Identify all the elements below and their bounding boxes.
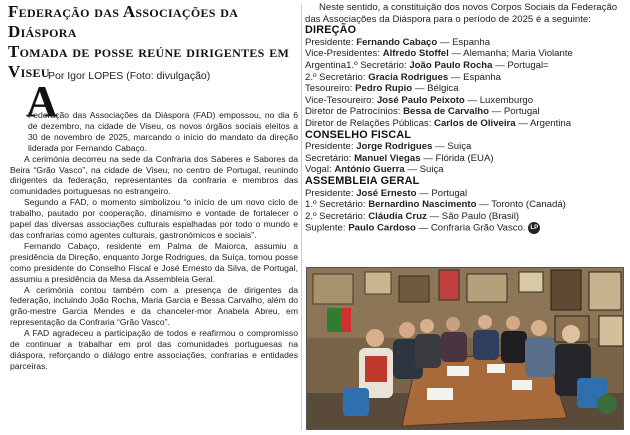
board-line: 1.º Secretário: Bernardino Nascimento — Toronto (Canadá) [305,199,566,211]
board-line: Vice-Presidentes: Alfredo Stoffel — Alemanha; Maria Violante [305,48,573,60]
group-photo [306,267,624,430]
headline-line-1: Federação das Associações da Diáspora [8,2,239,41]
section-title-conselho-fiscal: CONSELHO FISCAL [305,128,412,141]
board-line: Presidente: Jorge Rodrigues — Suiça [305,141,472,153]
board-line: Argentina1.º Secretário: João Paulo Rocha — Portugal= [305,59,549,71]
board-line: 2.º Secretário: Gracia Rodrigues — Espanha [305,71,502,83]
board-line: Presidente: Fernando Cabaço — Espanha [305,36,491,48]
board-list [305,2,623,234]
end-mark-icon: LP [528,222,540,234]
section-title-assembleia-geral: ASSEMBLEIA GERAL [305,174,420,187]
column-divider [301,4,302,430]
board-line: 2.º Secretário: Cláudia Cruz — São Paulo (Brasil) [305,210,520,222]
drop-cap: A [26,77,58,126]
board-line: Diretor de Patrocínios: Bessa de Carvalho — Portugal [305,106,540,118]
article-paragraph-5: A cerimónia contou também com a presença de dirigentes da federação, incluindo João Rocha, Maria Garcia e Bessa Carvalho, além do grão-mestre Garcia Mendes e da chanceler-mor Anabela Abreu, em representação da Confraria “Grão Vasco”. [10,284,298,328]
article-paragraph-2: A cerimónia decorreu na sede da Confraria dos Saberes e Sabores da Beira “Grão Vasco”, na cidade de Viseu, no centro de Portugal, reunindo dirigentes da federação, representantes da confraria e membros das comunidades portuguesas no estrangeiro. [10,153,298,197]
article-paragraph-4: Fernando Cabaço, residente em Palma de Maiorca, assumiu a presidência da Direção, enquanto Jorge Rodrigues, da Suíça, tomou posse como presidente do Conselho Fiscal e José Ernesto da Silva, de Portugal, assumiu a presidência da Mesa da Assembleia Geral. [10,240,298,284]
board-line: Tesoureiro: Pedro Rupio — Bélgica [305,83,459,95]
section-title-direcao: DIREÇÃO [305,24,357,37]
board-line: Vogal: António Guerra — Suiça [305,164,444,176]
headline-line-2: Tomada de posse reúne dirigentes em Viseu [8,42,290,81]
board-line: Vice-Tesoureiro: José Paulo Peixoto — Luxemburgo [305,94,534,106]
byline: Por Igor LOPES (Foto: divulgação) [48,70,211,82]
article-paragraph-1: Federação das Associações da Diáspora (FAD) empossou, no dia 6 de dezembro, na cidade de Viseu, os novos órgãos sociais eleitos a 30 de novembro de 2025, marcando o início do mandato da direção liderada por Fernando Cabaço. [28,110,298,153]
article-body [10,110,298,372]
board-line: Suplente: Paulo Cardoso — Confraria Grão Vasco. LP [305,222,623,234]
board-line: Presidente: José Ernesto — Portugal [305,187,468,199]
group-photo-icon [307,268,624,430]
board-intro: Neste sentido, a constituição dos novos Corpos Sociais da Federação das Associações da Diáspora para o período de 2025 é a seguinte: [305,2,618,25]
board-line: Secretário: Manuel Viegas — Flórida (EUA) [305,152,494,164]
article-paragraph-3: Segundo a FAD, o momento simbolizou “o início de um novo ciclo de trabalho, pautado por cooperação, dinamismo e vontade de fortalecer o papel das diversas associações culturais espalhadas por todo o mundo e das confrarias como agentes culturais, gastronómicos e sociais”. [10,197,298,240]
article-paragraph-6: A FAD agradeceu a participação de todos e reafirmou o compromisso de continuar a trabalhar em prol das comunidades portuguesas na diáspora, reforçando o diálogo entre associações, confrarias e entidades parceiras. [10,328,298,371]
board-line: Diretor de Relações Públicas: Carlos de Oliveira — Argentina [305,117,572,129]
